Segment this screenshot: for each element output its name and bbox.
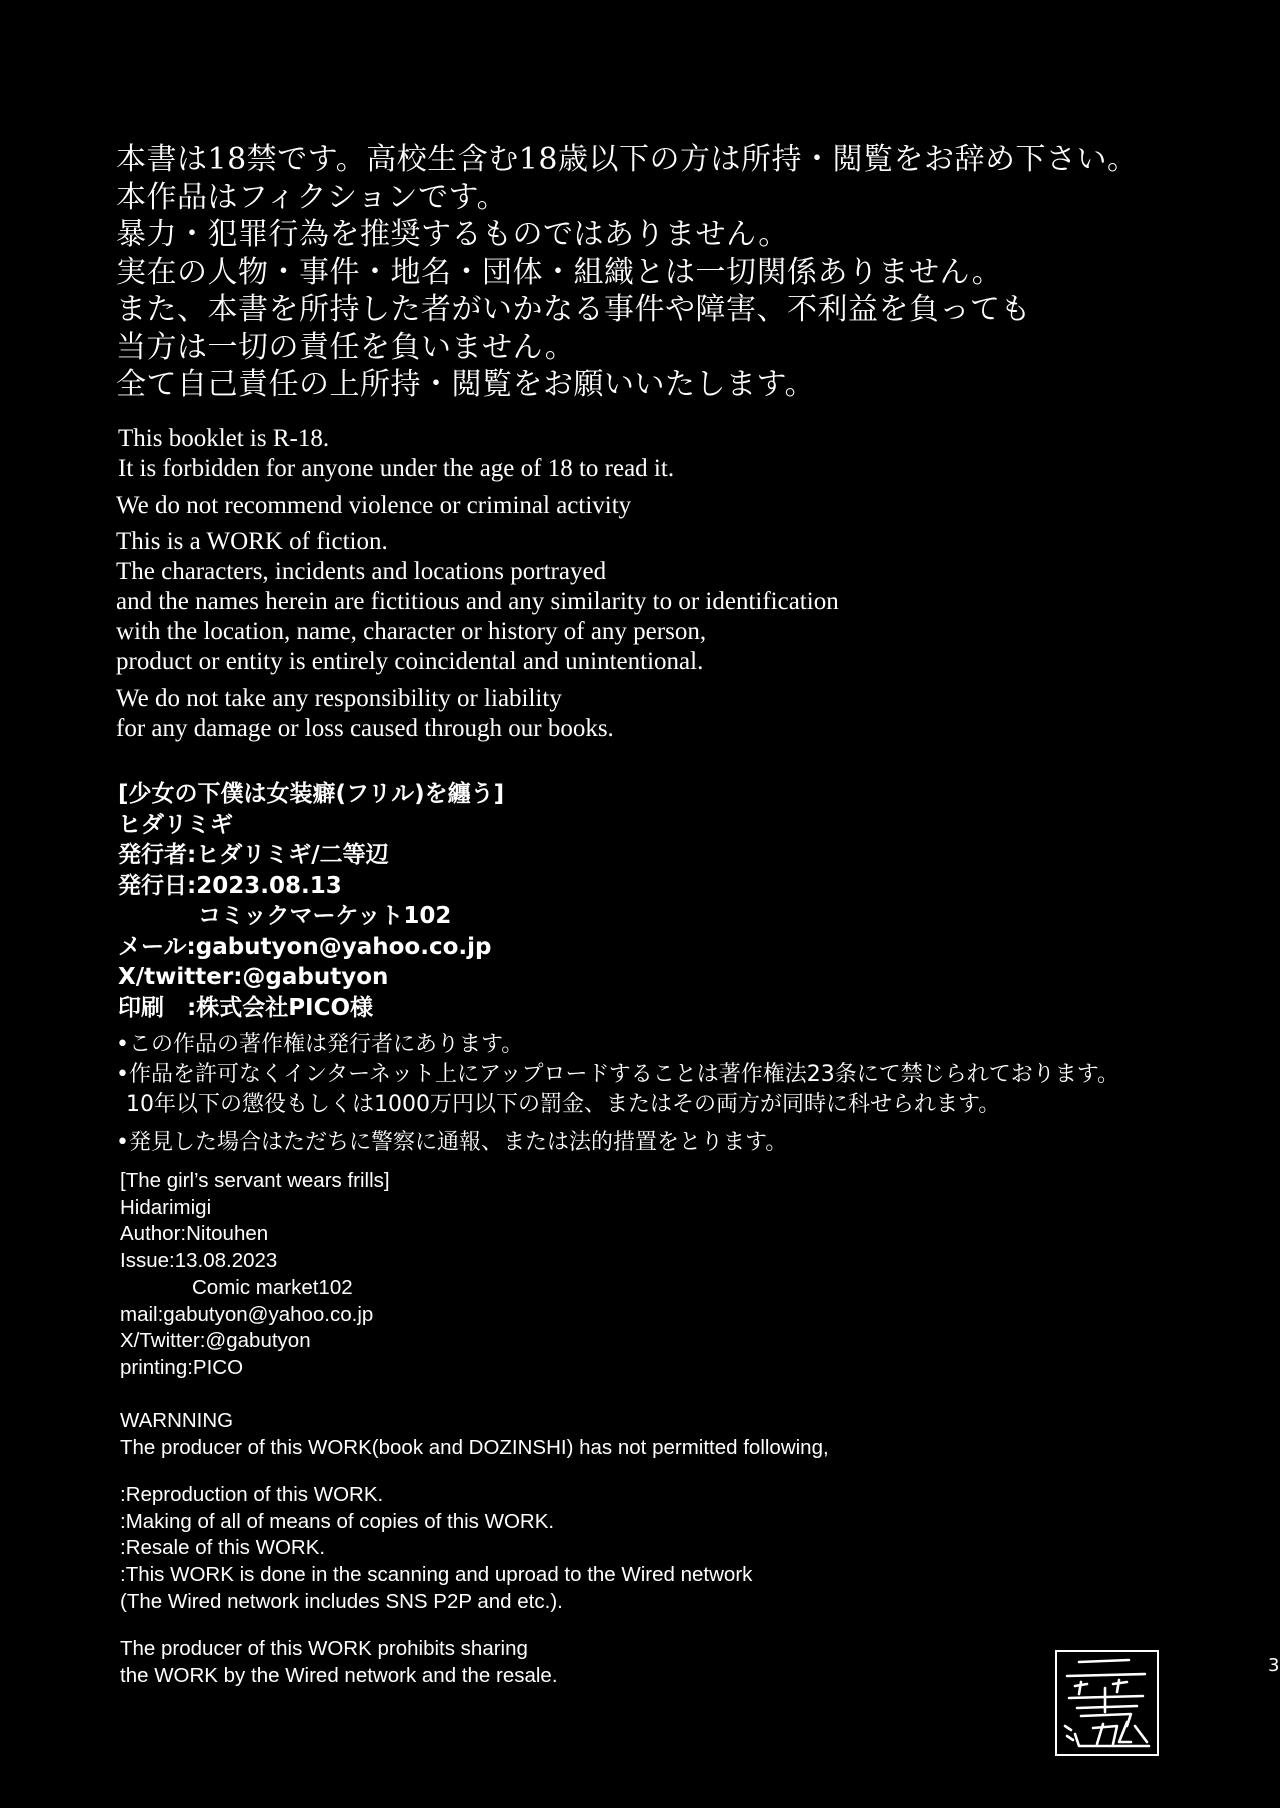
copyright-jp-line: •作品を許可なくインターネット上にアップロードすることは著作権法23条にて禁じられております。 <box>116 1062 1120 1087</box>
notice-jp-line: また、本書を所持した者がいかなる事件や障害、不利益を負っても <box>116 292 1031 327</box>
warning-closing: the WORK by the Wired network and the resale. <box>120 1663 558 1687</box>
notice-jp-line: 当方は一切の責任を負いません。 <box>116 329 576 365</box>
notice-jp-line: 本作品はフィクションです。 <box>116 179 508 215</box>
colophon-en <box>120 1168 390 1382</box>
notice-en-line: This booklet is R-18. <box>118 425 330 452</box>
notice-en-violence <box>116 491 631 521</box>
notice-en-line: We do not recommend violence or criminal activity <box>116 492 632 519</box>
notice-en-line: and the names herein are fictitious and any similarity to or identification <box>116 588 839 615</box>
notice-en-fiction <box>116 527 839 677</box>
notice-jp-line: 全て自己責任の上所持・閲覧をお願いいたします。 <box>116 367 816 402</box>
publisher-jp: 発行者:ヒダリミギ/二等辺 <box>118 842 389 868</box>
notice-en-line: This is a WORK of fiction. <box>116 528 388 555</box>
warning-item: :Making of all of means of copies of this WORK. <box>120 1509 555 1533</box>
mail-jp: メール:gabutyon@yahoo.co.jp <box>118 933 492 960</box>
warning-heading: WARNNING <box>120 1409 234 1432</box>
notice-en-line: The characters, incidents and locations portrayed <box>116 558 607 585</box>
notice-en-line: with the location, name, character or history of any person, <box>116 618 707 645</box>
page-number: 3 <box>1268 1655 1280 1676</box>
notice-jp-line: 実在の人物・事件・地名・団体・組織とは一切関係ありません。 <box>116 254 1003 290</box>
warning-spacer <box>120 1461 829 1482</box>
notice-en-age <box>118 424 674 484</box>
mail-en: mail:gabutyon@yahoo.co.jp <box>120 1302 374 1326</box>
issue-date-jp: 発行日:2023.08.13 <box>118 872 342 899</box>
warning-en <box>120 1408 829 1689</box>
notice-en-line: product or entity is entirely coincidental and unintentional. <box>116 648 704 675</box>
seal-glyph-icon <box>1057 1652 1157 1754</box>
notice-jp <box>116 141 1137 404</box>
notice-en-liability <box>116 684 614 744</box>
event-jp: コミックマーケット102 <box>198 903 452 929</box>
book-title-en: [The girl’s servant wears frills] <box>120 1169 390 1192</box>
notice-jp-line: 暴力・犯罪行為を推奨するものではありません。 <box>116 217 789 252</box>
colophon-jp <box>118 779 504 1023</box>
issue-en: Issue:13.08.2023 <box>120 1249 278 1273</box>
warning-item: (The Wired network includes SNS P2P and etc.). <box>120 1589 563 1613</box>
warning-spacer <box>120 1615 829 1636</box>
twitter-en: X/Twitter:@gabutyon <box>120 1329 311 1353</box>
notice-en-line: for any damage or loss caused through our books. <box>116 715 614 742</box>
warning-item: :Reproduction of this WORK. <box>120 1482 384 1506</box>
warning-intro: The producer of this WORK(book and DOZINSHI) has not permitted following, <box>120 1435 829 1459</box>
copyright-jp-line: •この作品の著作権は発行者にあります。 <box>116 1032 524 1057</box>
warning-item: :This WORK is done in the scanning and uproad to the Wired network <box>120 1563 753 1587</box>
warning-item: :Resale of this WORK. <box>120 1536 326 1560</box>
copyright-jp-line: •発見した場合はただちに警察に通報、または法的措置をとります。 <box>116 1130 788 1155</box>
book-title-jp: [少女の下僕は女装癖(フリル)を纏う] <box>118 781 505 807</box>
warning-closing: The producer of this WORK prohibits sharing <box>120 1636 528 1660</box>
printing-en: printing:PICO <box>120 1355 244 1379</box>
twitter-jp: X/twitter:@gabutyon <box>118 964 389 990</box>
notice-jp-line: 本書は18禁です。高校生含む18歳以下の方は所持・閲覧をお辞め下さい。 <box>116 142 1138 177</box>
notice-en-line: We do not take any responsibility or liability <box>116 685 562 712</box>
notice-en-line: It is forbidden for anyone under the age of 18 to read it. <box>118 455 675 482</box>
author-en: Author:Nitouhen <box>120 1222 269 1246</box>
printer-jp: 印刷 :株式会社PICO様 <box>118 994 374 1021</box>
circle-seal-logo <box>1055 1650 1159 1756</box>
copyright-jp-line: 10年以下の懲役もしくは1000万円以下の罰金、またはその両方が同時に科せられます。 <box>126 1092 1001 1117</box>
circle-name-jp: ヒダリミギ <box>118 811 233 838</box>
event-en: Comic market102 <box>192 1275 353 1299</box>
circle-name-en: Hidarimigi <box>120 1195 212 1219</box>
copyright-jp <box>116 1030 1119 1158</box>
